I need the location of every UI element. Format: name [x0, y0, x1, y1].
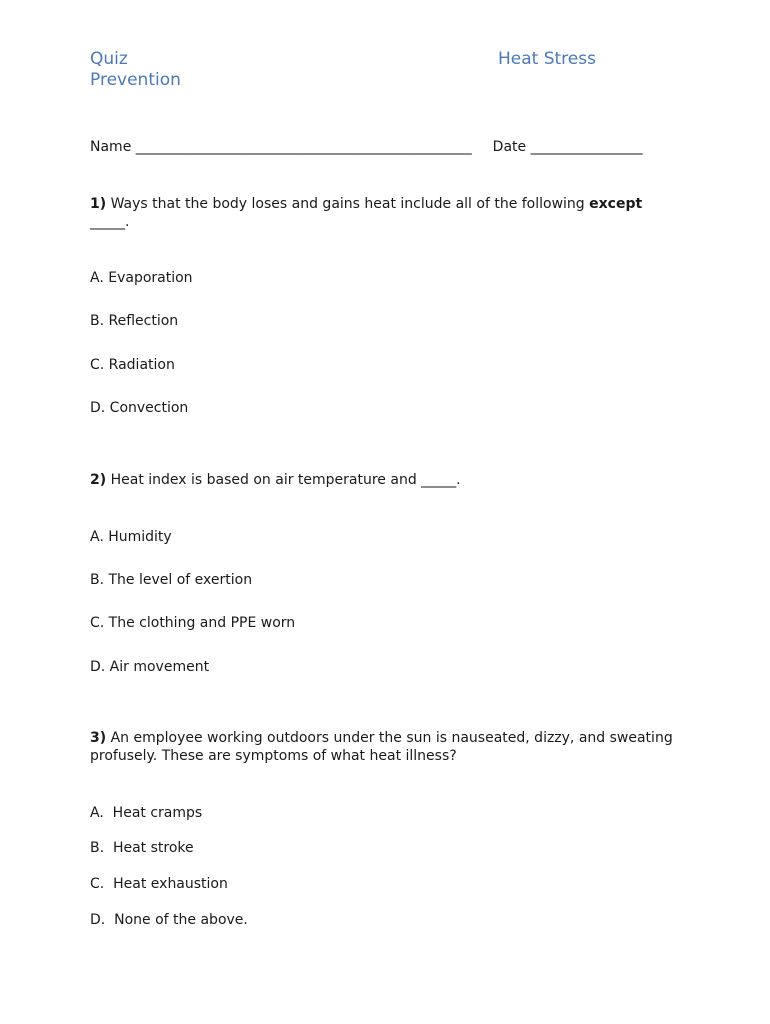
title-heat-stress: Heat Stress — [498, 49, 596, 69]
question-text: Ways that the body loses and gains heat include all of the following — [110, 196, 585, 212]
question-text: An employee working outdoors under the sun is nauseated, dizzy, and sweating profusely. These are symptoms of what heat illness? — [90, 730, 673, 764]
date-blank[interactable]: ________________ — [530, 139, 643, 155]
option-2d[interactable]: D. Air movement — [90, 659, 210, 675]
question-1 — [90, 195, 660, 231]
title-prevention: Prevention — [90, 70, 181, 90]
question-number: 2) — [90, 472, 107, 488]
question-3 — [90, 729, 680, 765]
question-text: Heat index is based on air temperature and _____. — [110, 472, 461, 488]
option-1b[interactable]: B. Reflection — [90, 313, 179, 329]
option-2b[interactable]: B. The level of exertion — [90, 572, 253, 588]
name-label: Name — [90, 139, 132, 155]
question-2 — [90, 471, 461, 489]
option-1a[interactable]: A. Evaporation — [90, 270, 193, 286]
title-quiz: Quiz — [90, 49, 128, 69]
question-blank: _____. — [90, 214, 130, 230]
option-3d[interactable]: D. None of the above. — [90, 912, 248, 928]
date-label: Date — [492, 139, 527, 155]
question-number: 1) — [90, 196, 107, 212]
option-3a[interactable]: A. Heat cramps — [90, 805, 203, 821]
option-3c[interactable]: C. Heat exhaustion — [90, 876, 228, 892]
question-number: 3) — [90, 730, 107, 746]
option-3b[interactable]: B. Heat stroke — [90, 840, 194, 856]
question-emphasis: except — [589, 196, 643, 212]
option-1c[interactable]: C. Radiation — [90, 357, 175, 373]
option-2c[interactable]: C. The clothing and PPE worn — [90, 615, 296, 631]
name-date-line — [90, 138, 643, 156]
option-2a[interactable]: A. Humidity — [90, 529, 172, 545]
option-1d[interactable]: D. Convection — [90, 400, 189, 416]
name-blank[interactable]: ________________________________________________ — [135, 139, 472, 155]
